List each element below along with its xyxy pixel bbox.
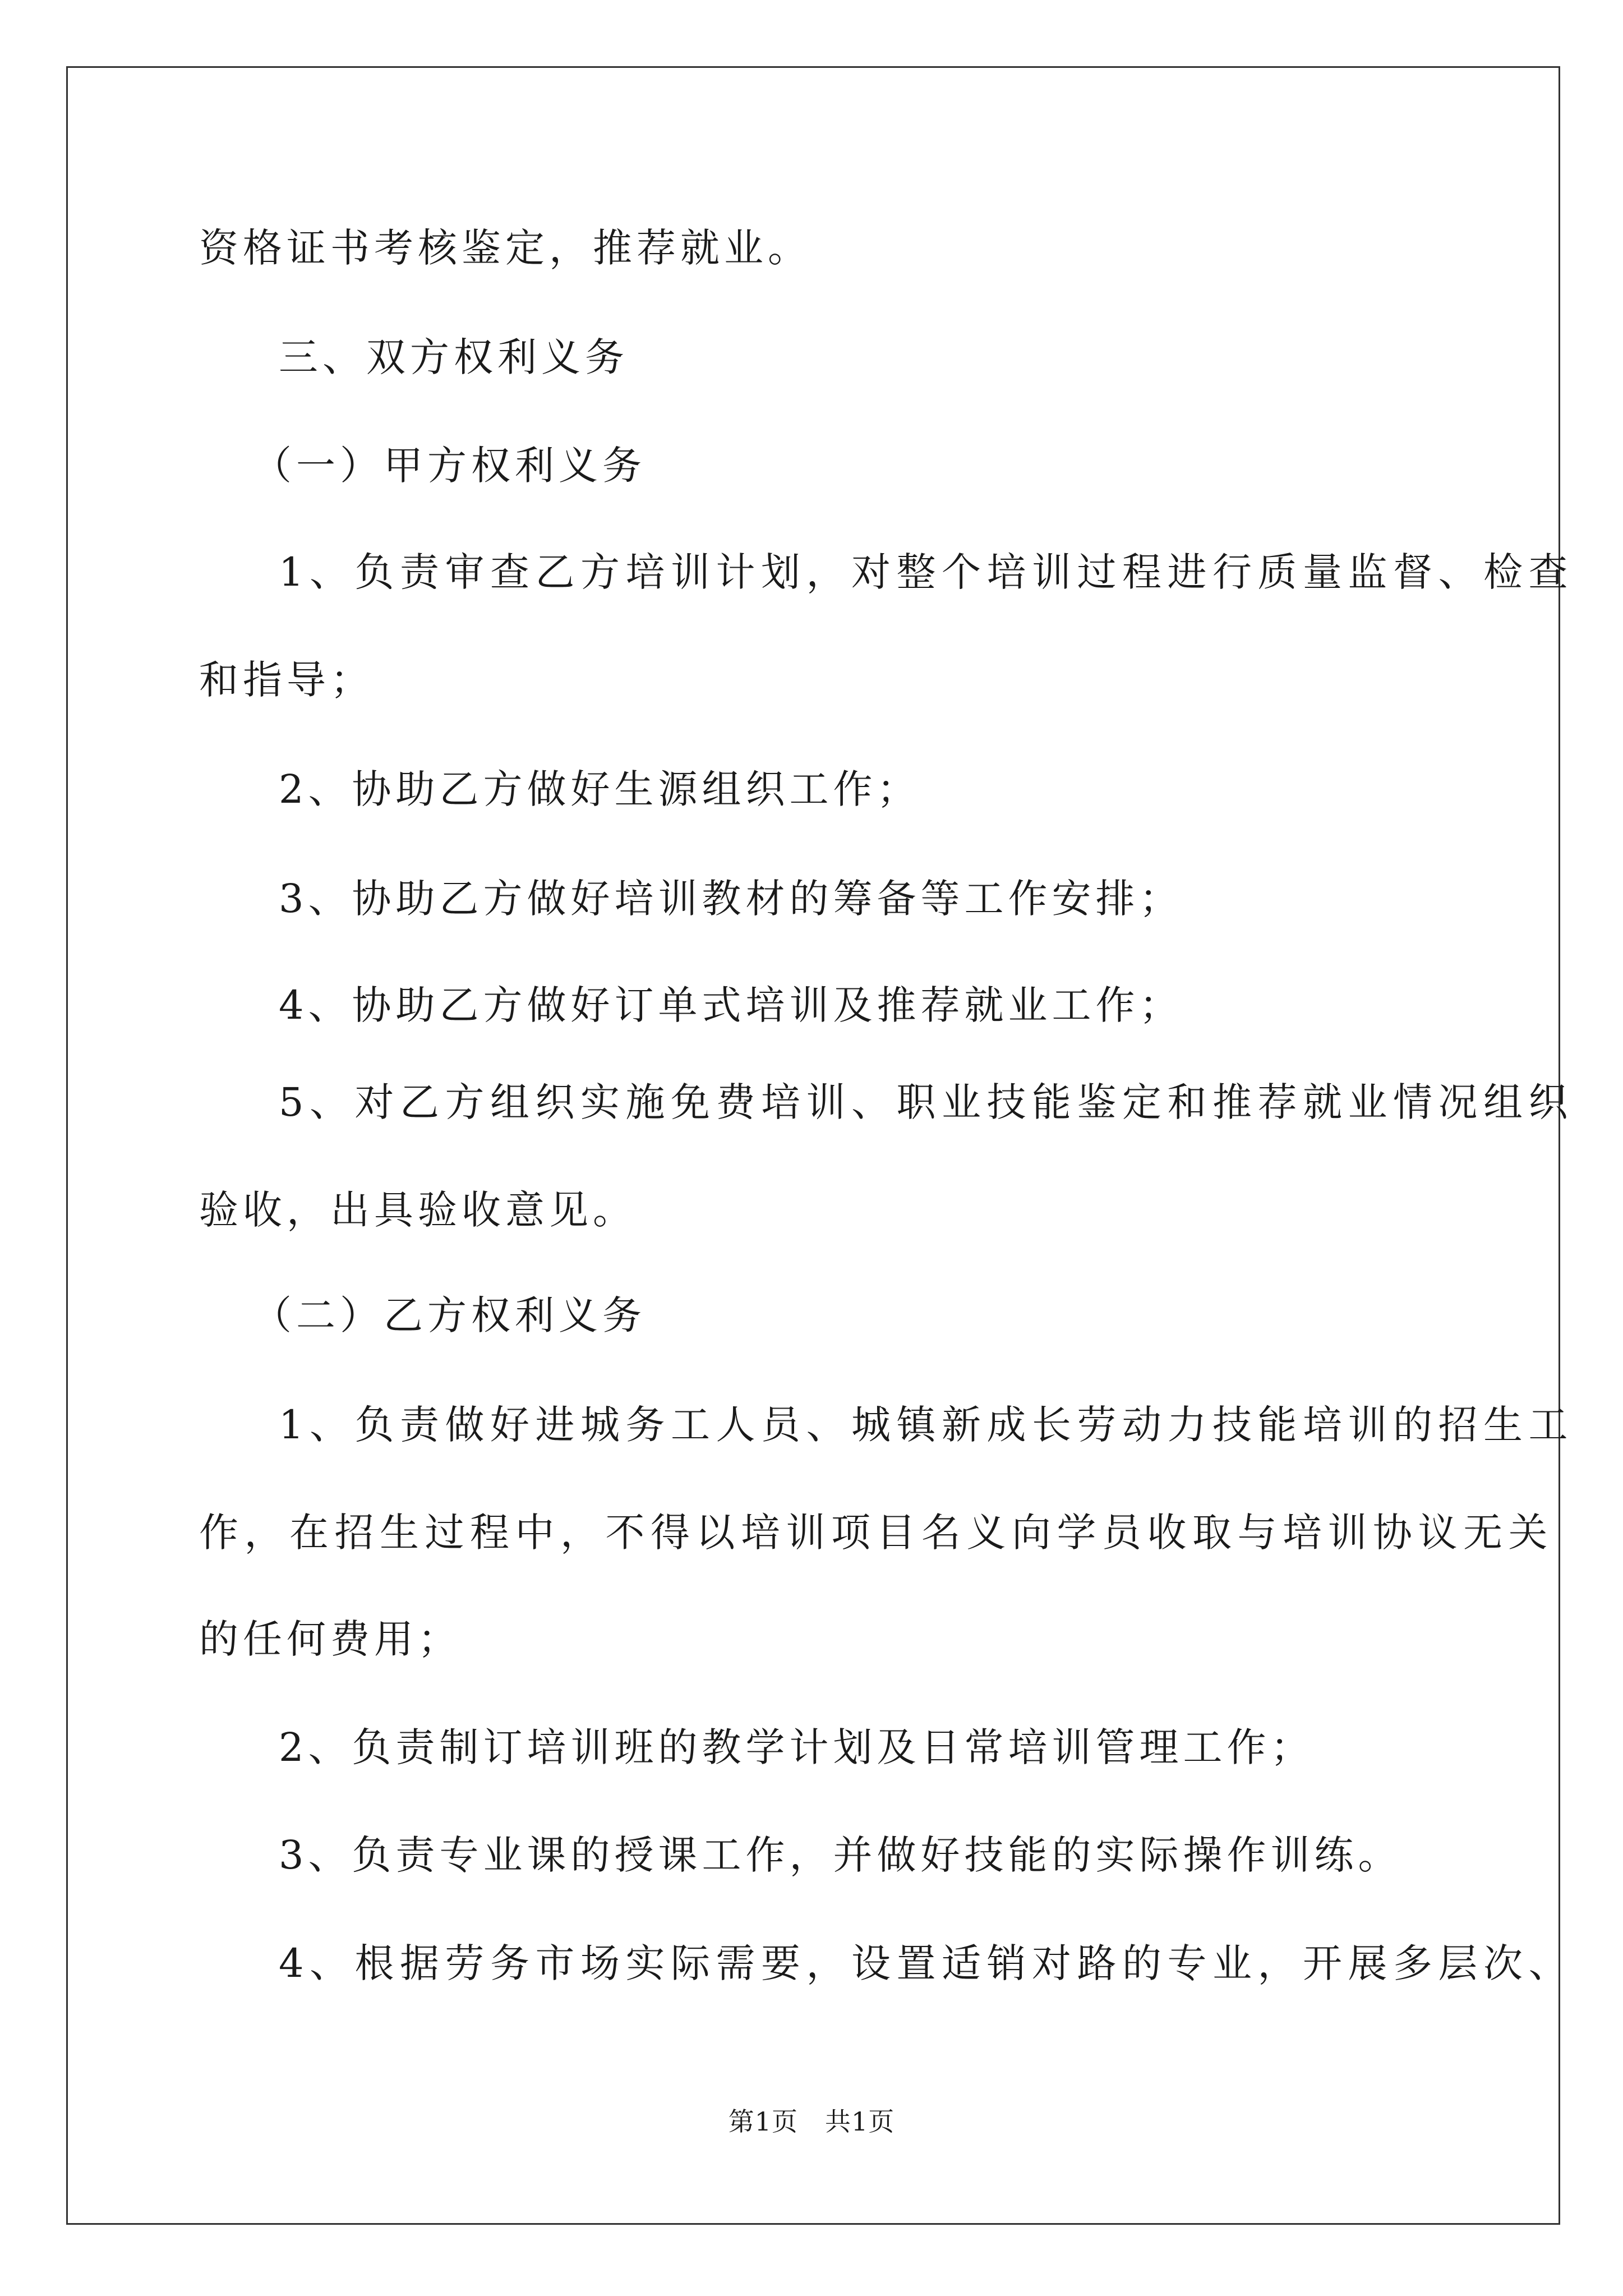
page-total: 共1页	[825, 2106, 895, 2137]
text-line: 5、对乙方组织实施免费培训、职业技能鉴定和推荐就业情况组织	[279, 1079, 1574, 1125]
page-number: 第1页	[728, 2106, 798, 2137]
text-line: 1、负责审查乙方培训计划，对整个培训过程进行质量监督、检查	[279, 549, 1574, 595]
text-line: 验收，出具验收意见。	[199, 1187, 637, 1233]
text-line: 2、协助乙方做好生源组织工作；	[279, 766, 921, 812]
section-heading: 三、双方权利义务	[279, 334, 629, 380]
text-line: 2、负责制订培训班的教学计划及日常培训管理工作；	[279, 1724, 1315, 1770]
page-footer	[0, 2105, 1623, 2138]
text-line: 3、负责专业课的授课工作，并做好技能的实际操作训练。	[279, 1832, 1402, 1878]
text-line: 和指导；	[199, 657, 374, 703]
text-line: 作，在招生过程中，不得以培训项目名义向学员收取与培训协议无关	[199, 1510, 1553, 1556]
text-line: 1、负责做好进城务工人员、城镇新成长劳动力技能培训的招生工	[279, 1402, 1574, 1448]
text-line: 的任何费用；	[199, 1616, 462, 1662]
text-line: 4、协助乙方做好订单式培训及推荐就业工作；	[279, 982, 1183, 1028]
text-line: 资格证书考核鉴定，推荐就业。	[199, 225, 811, 271]
page-border	[66, 66, 1560, 2225]
text-line: 3、协助乙方做好培训教材的筹备等工作安排；	[279, 876, 1183, 922]
text-line: 4、根据劳务市场实际需要，设置适销对路的专业，开展多层次、	[279, 1940, 1574, 1986]
subsection-heading: （一）甲方权利义务	[252, 443, 646, 489]
subsection-heading: （二）乙方权利义务	[252, 1292, 646, 1338]
